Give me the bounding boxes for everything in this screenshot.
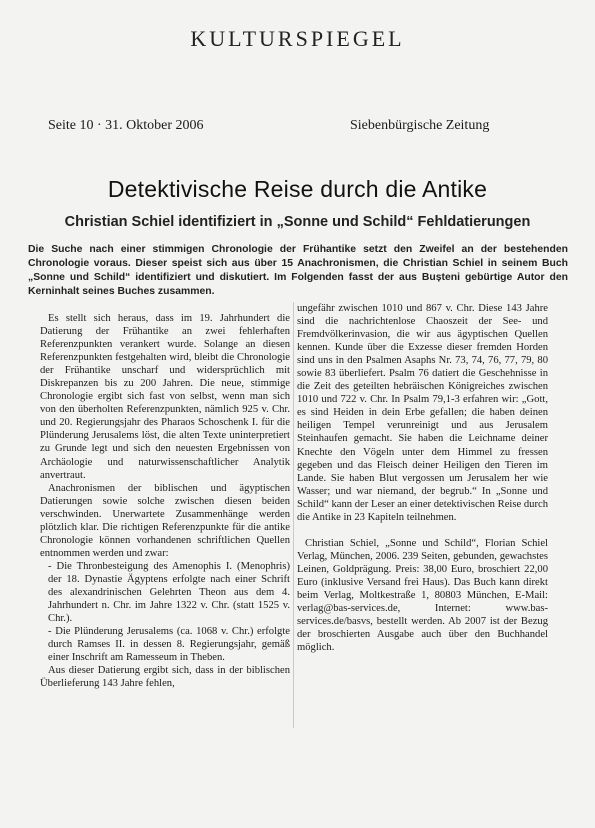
page-date: Seite 10 · 31. Oktober 2006 (48, 118, 204, 133)
column-divider (293, 302, 294, 728)
list-item: - Die Thronbesteigung des Amenophis I. (Menophris) der 18. Dynastie Ägyptens erfolgte nach einer Schrift des alexandrinischen Gelehrten Theon aus dem 4. Jahrhundert n. Chr. im Jahre 1322 v. Chr. (statt 1525 v. Chr.). (48, 560, 290, 625)
article-subhead: Christian Schiel identifiziert in „Sonne und Schild“ Fehldatierungen (64, 214, 531, 230)
paragraph: Anachronismen der biblischen und ägyptischen Datierungen sowie solche zwischen diesen beiden verschwinden. Unerwartete Zusammenhänge werden plötzlich klar. Die richtigen Referenzpunkte für die antike Chronologie können vorhandenen schriftlichen Quellen entnommen werden und zwar: (40, 482, 290, 559)
paragraph: ungefähr zwischen 1010 und 867 v. Chr. Diese 143 Jahre sind die nachrichtenlose Chaoszeit der See- und Fremdvölkerinvasion, die wir aus ägyptischen Quellen kennen. Kunde über die Exzesse dieser fremden Horden sind uns in den Psalmen Asaphs Nr. 73, 74, 76, 77, 79, 80 sowie 83 überliefert. Psalm 76 datiert die Geschehnisse in die Zeit des geteilten hebräischen Königreiches zwischen 1010 und 722 v. Chr. In Psalm 79,1-3 erfahren wir: „Gott, es sind Heiden in dein Erbe gefallen; die haben deinen heiligen Tempel verunreinigt und aus Jerusalem Steinhaufen gemacht. Sie haben die Leichname deiner Knechte den Vögeln unter dem Himmel zu fressen gegeben und das Fleisch deiner Heiligen den Tieren im Lande. Sie haben Blut vergossen um Jerusalem her wie Wasser; und war niemand, der begrub.“ In „Sonne und Schild“ kann der Leser an einer detektivischen Reise durch die Antike in 23 Kapiteln teilnehmen. (297, 303, 548, 523)
article-lead: Die Suche nach einer stimmigen Chronologie der Frühantike setzt den Zweifel an der bestehenden Chronologie voraus. Dieser speist sich aus über 15 Anachronismen, die Christian Schiel in seinem Buch „Sonne und Schild“ identifiziert und diskutiert. Im Folgenden fasst der aus Bușteni gebürtige Autor den Kerninhalt seines Buches zusammen. (28, 244, 568, 297)
book-info: Christian Schiel, „Sonne und Schild“, Florian Schiel Verlag, München, 2006. 239 Seiten, gebunden, gewachstes Leinen, Goldprägung. Preis: 38,00 Euro, broschiert 22,00 Euro (inklusive Versand frei Haus). Das Buch kann direkt beim Verlag, Moltkestraße 1, 80803 München, E-Mail: verlag@bas-services.de, Internet: www.bas-services.de/basvs, bestellt werden. Ab 2007 ist der Bezug der broschierten Ausgabe auch über den Buchhandel möglich. (297, 537, 548, 654)
paragraph: Aus dieser Datierung ergibt sich, dass in der biblischen Überlieferung 143 Jahre fehlen, (40, 665, 290, 690)
newspaper-name: Siebenbürgische Zeitung (350, 118, 490, 133)
paragraph: Es stellt sich heraus, dass im 19. Jahrhundert die Datierung der Frühantike an zwei fehlerhaften Referenzpunkten verankert wurde. Solange an diesen Referenzpunkten festgehalten wird, bleibt die Chronologie der Frühantike unscharf und widersprüchlich mit Diskrepanzen bis zu 200 Jahren. Die neue, stimmige Chronologie ergibt sich fast von selbst, wenn man sich von den überholten Referenzpunkten, nämlich 925 v. Chr. und 20. Regierungsjahr des Pharaos Schoschenk I. für die Plünderung Jerusalems löst, die alten Texte uninterpretiert zu Grunde legt und sich den neuesten Ergebnissen von Archäologie und naturwissenschaftlicher Analytik anvertraut. (40, 313, 290, 481)
article-column-left (40, 312, 290, 690)
list-item: - Die Plünderung Jerusalems (ca. 1068 v. Chr.) erfolgte durch Ramses II. in dessen 8. Regierungsjahr, gemäß einer Inschrift am Ramesseum in Theben. (48, 626, 290, 664)
section-masthead: KULTURSPIEGEL (190, 26, 405, 51)
article-column-right (297, 302, 548, 654)
article-headline: Detektivische Reise durch die Antike (107, 176, 488, 202)
